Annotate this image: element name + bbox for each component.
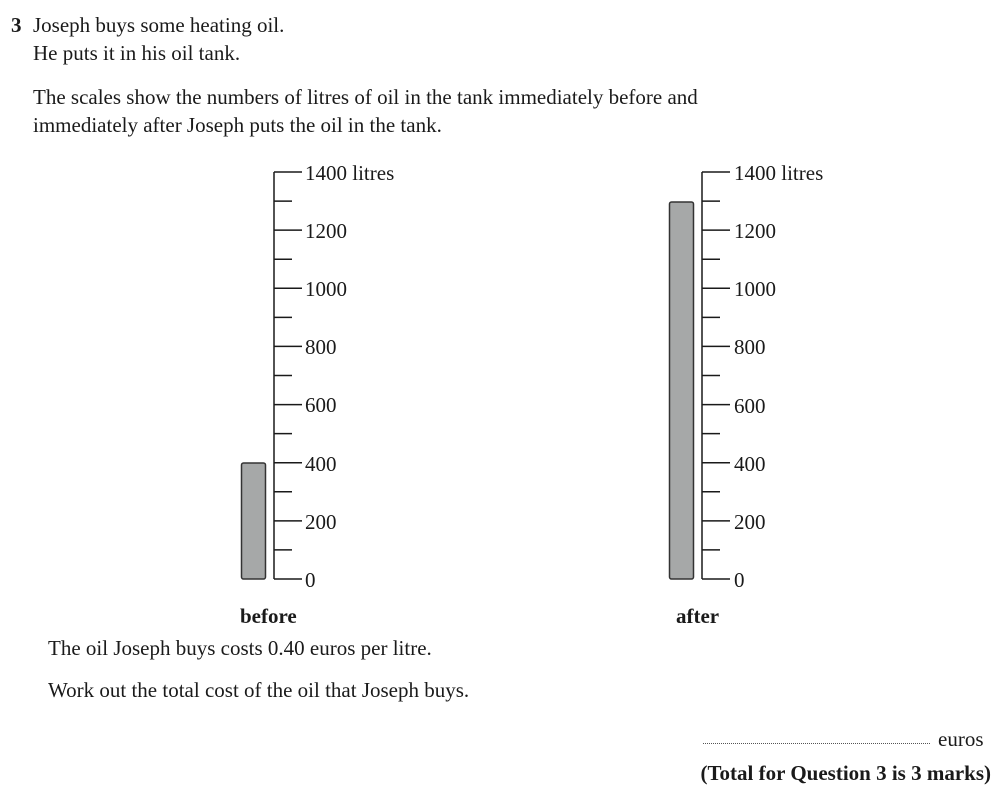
description-line-2: immediately after Joseph puts the oil in the tank. (33, 113, 442, 137)
after-label-200: 200 (734, 510, 766, 534)
price-text: The oil Joseph buys costs 0.40 euros per litre. (48, 636, 432, 660)
before-label-1200: 1200 (305, 219, 347, 243)
before-label-200: 200 (305, 510, 337, 534)
after-label-1400: 1400 litres (734, 161, 824, 185)
question-line-1: Joseph buys some heating oil. (33, 13, 285, 37)
after-caption: after (676, 604, 720, 628)
after-label-1200: 1200 (734, 219, 776, 243)
ticks-before (274, 172, 302, 579)
oil-level-bar-before (242, 463, 266, 579)
ticks-after (702, 172, 730, 579)
before-label-400: 400 (305, 452, 337, 476)
oil-level-bar-after (670, 202, 694, 579)
scale-after (670, 172, 731, 579)
total-marks: (Total for Question 3 is 3 marks) (700, 761, 991, 785)
description-line-1: The scales show the numbers of litres of oil in the tank immediately before and (33, 85, 698, 109)
after-label-0: 0 (734, 568, 745, 592)
after-label-1000: 1000 (734, 277, 776, 301)
before-label-1000: 1000 (305, 277, 347, 301)
answer-line[interactable] (703, 743, 930, 744)
task-text: Work out the total cost of the oil that Joseph buys. (48, 678, 470, 702)
after-label-400: 400 (734, 452, 766, 476)
before-label-800: 800 (305, 335, 337, 359)
before-label-0: 0 (305, 568, 316, 592)
before-caption: before (240, 604, 297, 628)
before-label-600: 600 (305, 393, 337, 417)
after-label-800: 800 (734, 335, 766, 359)
question-line-2: He puts it in his oil tank. (33, 41, 241, 65)
before-label-1400: 1400 litres (305, 161, 395, 185)
scale-before (242, 172, 303, 579)
after-label-600: 600 (734, 394, 766, 418)
question-number: 3 (11, 13, 22, 37)
answer-unit: euros (938, 727, 984, 751)
